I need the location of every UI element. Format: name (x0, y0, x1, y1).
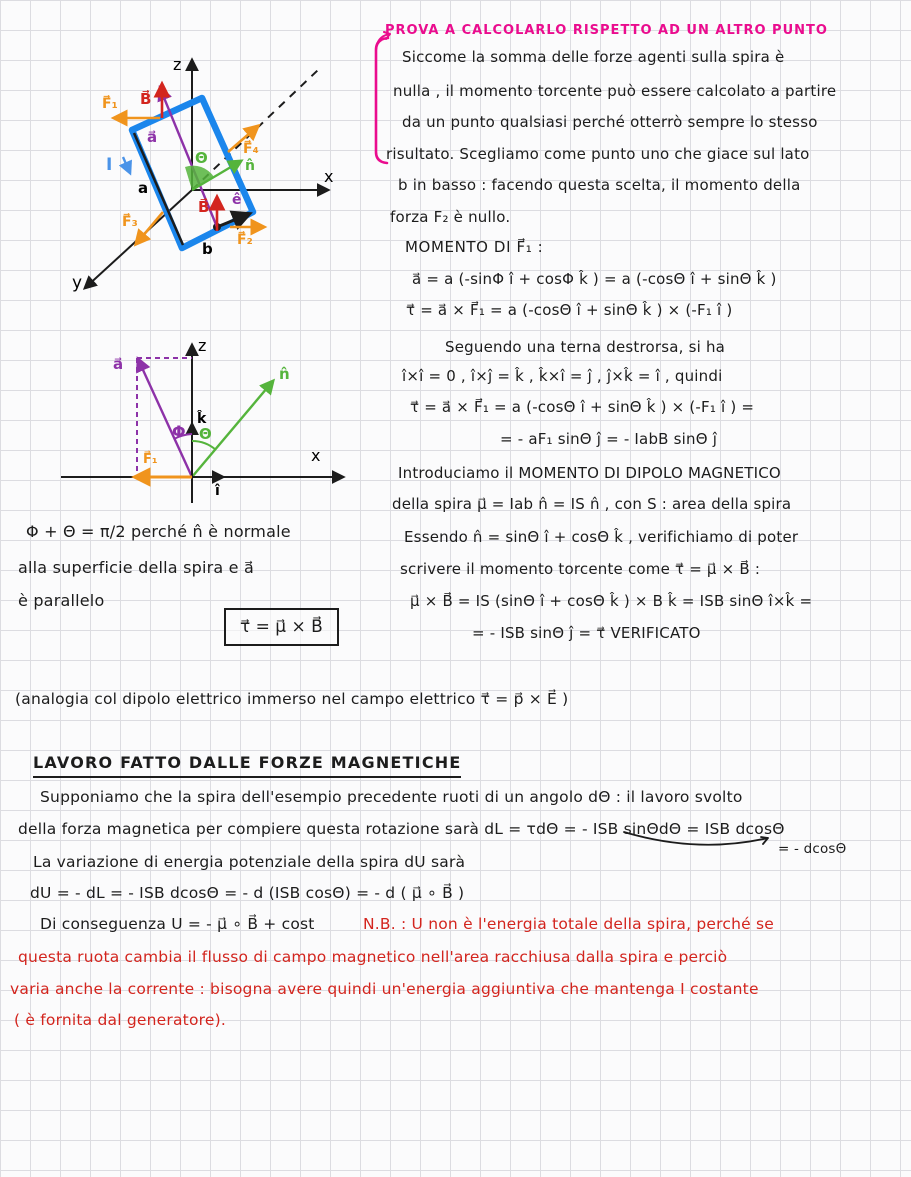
x-axis-label: x (324, 167, 334, 186)
F1-label: F⃗₁ (143, 452, 158, 467)
current-label: I (106, 155, 113, 175)
B-top-label: B⃗ (140, 90, 152, 108)
consequence-line: Di conseguenza U = - μ⃗ ∘ B⃗ + cost (40, 915, 315, 933)
nb-red-line: ( è fornita dal generatore). (14, 1011, 226, 1029)
equation-line: dU = - dL = - ISB dcosΘ = - d (ISB cosΘ) = - d ( μ⃗ ∘ B⃗ ) (30, 884, 465, 902)
note-line: scrivere il momento torcente come τ⃗ = μ⃗ × B⃗ : (400, 560, 761, 578)
phi-theta-note: è parallelo (18, 591, 105, 610)
z-axis-label: z (173, 55, 182, 74)
nb-red-line: varia anche la corrente : bisogna avere quindi un'energia aggiuntiva che mantenga I costante (10, 980, 759, 998)
theta-label: Θ (199, 425, 212, 443)
note-line: La variazione di energia potenziale della spira dU sarà (33, 853, 466, 871)
analogy-line: (analogia col dipolo elettrico immerso nel campo elettrico τ⃗ = p⃗ × E⃗ ) (15, 690, 569, 708)
theta-label: Θ (195, 149, 208, 167)
phi-theta-note: alla superficie della spira e a⃗ (18, 558, 255, 577)
phi-theta-note: Φ + Θ = π/2 perché n̂ è normale (26, 522, 291, 541)
y-axis-label: y (72, 273, 83, 293)
section-heading: LAVORO FATTO DALLE FORZE MAGNETICHE (33, 752, 461, 778)
note-line: b in basso : facendo questa scelta, il momento della (398, 176, 801, 194)
side-b-label: b (202, 240, 213, 258)
note-line: Seguendo una terna destrorsa, si ha (445, 338, 726, 356)
note-line: Siccome la somma delle forze agenti sulla spira è (402, 48, 785, 66)
i-hat-label: î (215, 483, 220, 499)
phi-label: Φ (172, 422, 186, 441)
equation-line: = - ISB sinΘ ĵ = τ⃗ VERIFICATO (472, 624, 701, 642)
F3-vector (136, 212, 163, 244)
k-hat-label: k̂ (197, 411, 207, 427)
F1-label: F⃗₁ (102, 96, 118, 112)
equation-line: = - aF₁ sinΘ ĵ = - IabB sinΘ ĵ (500, 430, 718, 448)
equation-line: a⃗ = a (-sinΦ î + cosΦ k̂ ) = a (-cosΘ î + sinΘ k̂ ) (412, 270, 777, 288)
nb-red-line: questa ruota cambia il flusso di campo magnetico nell'area racchiusa dalla spira e perciò (18, 948, 728, 966)
F2-label: F⃗₂ (237, 232, 253, 248)
z-axis-label: z (198, 336, 207, 355)
diagram-spira-3d (30, 38, 342, 294)
note-line: nulla , il momento torcente può essere calcolato a partire (393, 82, 837, 100)
x-axis-label: x (311, 446, 321, 465)
B-bottom-label: B⃗ (198, 198, 210, 216)
note-line: MOMENTO DI F⃗₁ : (405, 238, 544, 256)
note-line: Essendo n̂ = sinΘ î + cosΘ k̂ , verifichiamo di poter (404, 528, 799, 546)
F3-label: F⃗₃ (122, 214, 138, 230)
note-line: della spira μ⃗ = Iab n̂ = IS n̂ , con S : area della spira (392, 495, 792, 513)
e-hat-label: ê (232, 192, 242, 208)
diagram-angles-2d (55, 333, 355, 513)
note-line: della forza magnetica per compiere questa rotazione sarà dL = τdΘ = - ISB sinΘdΘ = ISB dcosΘ (18, 820, 785, 838)
note-line: risultato. Scegliamo come punto uno che giace sul lato (386, 145, 810, 163)
nb-red-line: N.B. : U non è l'energia totale della spira, perché se (363, 915, 774, 933)
note-line: Supponiamo che la spira dell'esempio precedente ruoti di un angolo dΘ : il lavoro svolto (40, 788, 743, 806)
n-hat-label: n̂ (245, 158, 255, 174)
equation-line: î×î = 0 , î×ĵ = k̂ , k̂×î = ĵ , ĵ×k̂ = î , quindi (402, 367, 723, 385)
equation-line: μ⃗ × B⃗ = IS (sinΘ î + cosΘ k̂ ) × B k̂ = ISB sinΘ î×k̂ = (410, 592, 813, 610)
annotation-header: PROVA A CALCOLARLO RISPETTO AD UN ALTRO PUNTO (385, 23, 828, 38)
current-arrow (123, 157, 130, 173)
equation-line: τ⃗ = a⃗ × F⃗₁ = a (-cosΘ î + sinΘ k̂ ) × (-F₁ î ) = (410, 398, 755, 416)
a-vec-label: a⃗ (147, 128, 158, 146)
underbrace-note: = - dcosΘ (778, 841, 847, 857)
note-line: Introduciamo il MOMENTO DI DIPOLO MAGNETICO (398, 464, 781, 482)
note-line: forza F₂ è nullo. (390, 208, 511, 226)
equation-line: τ⃗ = a⃗ × F⃗₁ = a (-cosΘ î + sinΘ k̂ ) × (-F₁ î ) (406, 301, 733, 319)
underbrace-arrow (618, 828, 798, 856)
note-line: da un punto qualsiasi perché otterrò sempre lo stesso (402, 113, 818, 131)
F4-label: F⃗₄ (243, 141, 259, 157)
n-hat-label: n̂ (279, 365, 290, 383)
a-vec-label: a⃗ (113, 355, 124, 373)
boxed-torque-formula: τ⃗ = μ⃗ × B⃗ (224, 608, 339, 646)
side-a-label: a (138, 179, 149, 197)
